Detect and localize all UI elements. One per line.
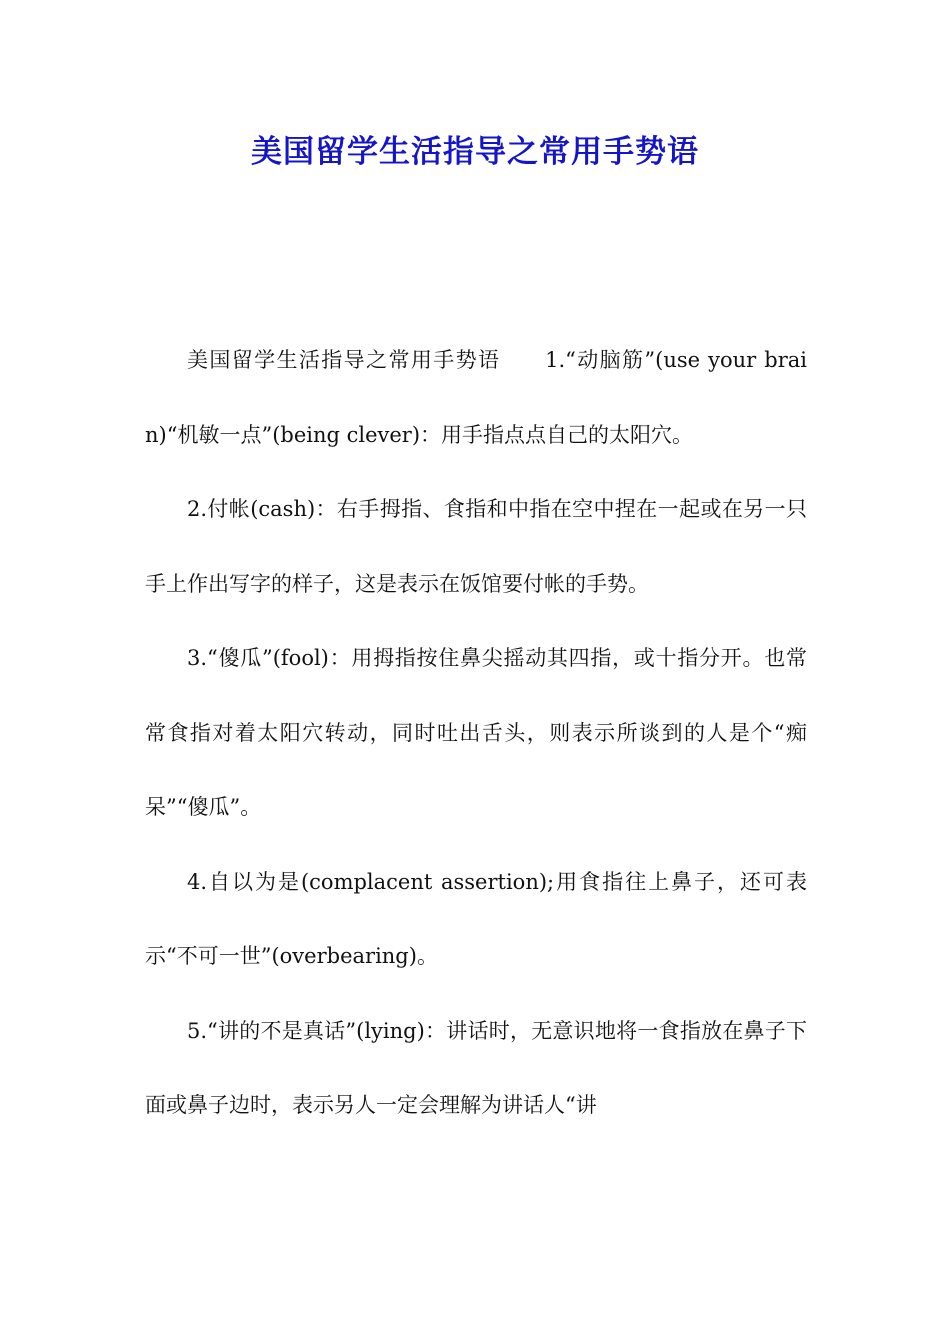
paragraph-1: 美国留学生活指导之常用手势语 1.“动脑筋”(use your brain)“机敏一点”(being clever)：用手指点点自己的太阳穴。 bbox=[145, 348, 807, 447]
document-body bbox=[145, 323, 807, 1143]
paragraph-3: 3.“傻瓜”(fool)：用拇指按住鼻尖摇动其四指，或十指分开。也常常食指对着太阳穴转动，同时吐出舌头，则表示所谈到的人是个“痴呆”“傻瓜”。 bbox=[145, 646, 807, 819]
document-title: 美国留学生活指导之常用手势语 bbox=[251, 134, 699, 170]
paragraph-2: 2.付帐(cash)：右手拇指、食指和中指在空中捏在一起或在另一只手上作出写字的样子，这是表示在饭馆要付帐的手势。 bbox=[145, 497, 807, 596]
paragraph-4: 4.自以为是(complacent assertion);用食指往上鼻子，还可表示“不可一世”(overbearing)。 bbox=[145, 869, 807, 968]
paragraph-5: 5.“讲的不是真话”(lying)：讲话时，无意识地将一食指放在鼻子下面或鼻子边时，表示另人一定会理解为讲话人“讲 bbox=[145, 1018, 807, 1117]
